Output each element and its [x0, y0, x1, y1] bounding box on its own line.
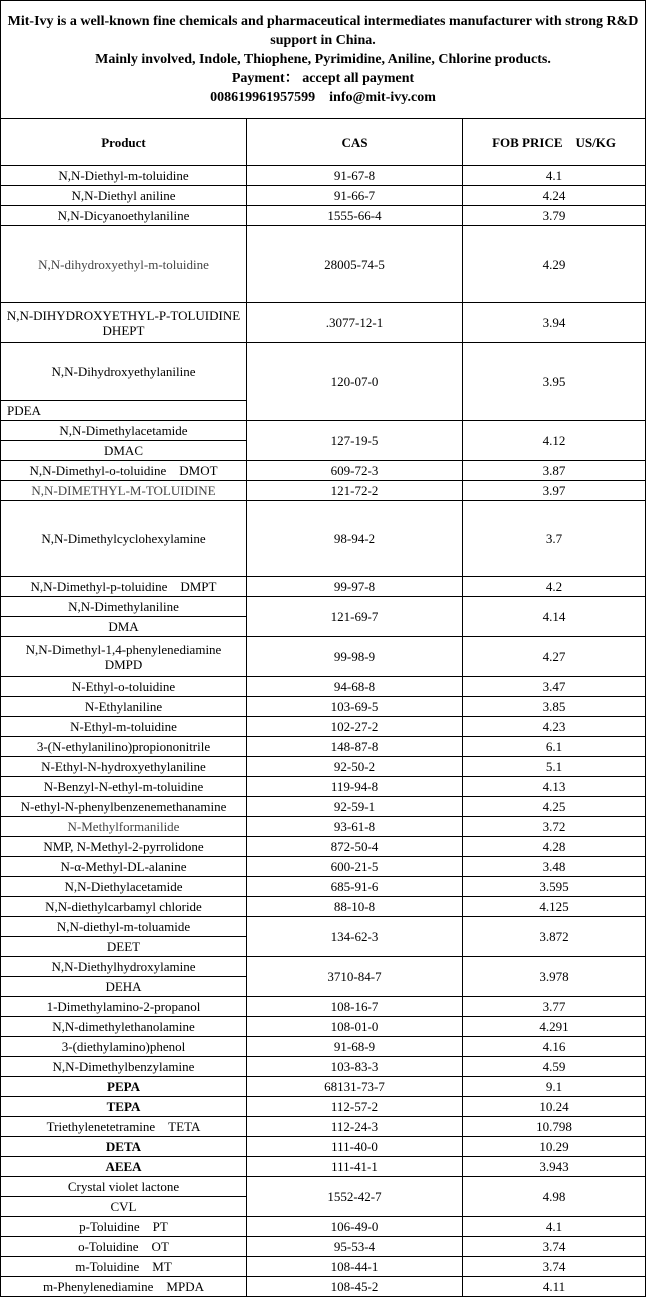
cas-number: 98-94-2 [247, 501, 463, 577]
price: 3.72 [463, 817, 646, 837]
price: 4.12 [463, 421, 646, 461]
price: 4.27 [463, 637, 646, 677]
price: 4.23 [463, 717, 646, 737]
product-name: N-Methylformanilide [1, 817, 247, 837]
cas-number: 872-50-4 [247, 837, 463, 857]
cas-number: 127-19-5 [247, 421, 463, 461]
cas-number: 28005-74-5 [247, 226, 463, 303]
product-name: N,N-Dimethylacetamide [1, 421, 247, 441]
table-row [1, 757, 646, 777]
cas-number: 600-21-5 [247, 857, 463, 877]
table-row [1, 303, 646, 343]
cas-number: 92-50-2 [247, 757, 463, 777]
table-row [1, 677, 646, 697]
contact-info: 008619961957599 info@mit-ivy.com [210, 90, 436, 105]
price: 4.11 [463, 1277, 646, 1297]
cas-number: 95-53-4 [247, 1237, 463, 1257]
table-row [1, 917, 646, 937]
table-row [1, 577, 646, 597]
price: 4.24 [463, 186, 646, 206]
product-abbreviation: PDEA [1, 401, 247, 421]
product-name: N,N-dihydroxyethyl-m-toluidine [1, 226, 247, 303]
product-name: N,N-DIHYDROXYETHYL-P-TOLUIDINE DHEPT [1, 303, 247, 343]
cas-number: 88-10-8 [247, 897, 463, 917]
price: 3.74 [463, 1237, 646, 1257]
product-name: m-Phenylenediamine MPDA [1, 1277, 247, 1297]
table-row [1, 501, 646, 577]
cas-number: 94-68-8 [247, 677, 463, 697]
cas-number: .3077-12-1 [247, 303, 463, 343]
cas-number: 91-67-8 [247, 166, 463, 186]
price: 5.1 [463, 757, 646, 777]
company-description: Mit-Ivy is a well-known fine chemicals and pharmaceutical intermediates manufacturer with strong R&D support in China. [7, 14, 639, 48]
price: 3.7 [463, 501, 646, 577]
product-name: N,N-diethyl-m-toluamide [1, 917, 247, 937]
table-row [1, 421, 646, 441]
price: 3.48 [463, 857, 646, 877]
table-row [1, 461, 646, 481]
product-name: N,N-Diethylacetamide [1, 877, 247, 897]
table-row [1, 1077, 646, 1097]
price: 3.87 [463, 461, 646, 481]
cas-number: 99-98-9 [247, 637, 463, 677]
cas-number: 685-91-6 [247, 877, 463, 897]
table-row [1, 1177, 646, 1197]
product-name: N-α-Methyl-DL-alanine [1, 857, 247, 877]
table-row [1, 166, 646, 186]
price: 3.79 [463, 206, 646, 226]
table-row [1, 697, 646, 717]
product-name: Crystal violet lactone [1, 1177, 247, 1197]
product-name: m-Toluidine MT [1, 1257, 247, 1277]
cas-number: 120-07-0 [247, 343, 463, 421]
table-row [1, 186, 646, 206]
cas-number: 91-68-9 [247, 1037, 463, 1057]
product-abbreviation: DMAC [1, 441, 247, 461]
table-row [1, 1157, 646, 1177]
table-row [1, 1097, 646, 1117]
price: 10.24 [463, 1097, 646, 1117]
column-header-price: FOB PRICE US/KG [463, 119, 646, 166]
price: 3.47 [463, 677, 646, 697]
cas-number: 1552-42-7 [247, 1177, 463, 1217]
table-row [1, 737, 646, 757]
product-name: 3-(diethylamino)phenol [1, 1037, 247, 1057]
price: 4.1 [463, 1217, 646, 1237]
table-row [1, 717, 646, 737]
company-info [1, 1, 646, 119]
table-row [1, 997, 646, 1017]
price: 4.2 [463, 577, 646, 597]
table-row [1, 797, 646, 817]
product-abbreviation: DEHA [1, 977, 247, 997]
table-row [1, 897, 646, 917]
table-row [1, 1137, 646, 1157]
product-name: N,N-Dimethyl-o-toluidine DMOT [1, 461, 247, 481]
price: 4.14 [463, 597, 646, 637]
table-row [1, 777, 646, 797]
payment-terms: Payment： accept all payment [231, 71, 415, 86]
table-row [1, 877, 646, 897]
cas-number: 106-49-0 [247, 1217, 463, 1237]
table-row [1, 1057, 646, 1077]
price: 4.98 [463, 1177, 646, 1217]
cas-number: 108-01-0 [247, 1017, 463, 1037]
table-row [1, 1277, 646, 1297]
cas-number: 112-57-2 [247, 1097, 463, 1117]
cas-number: 112-24-3 [247, 1117, 463, 1137]
price: 4.16 [463, 1037, 646, 1057]
product-abbreviation: DEET [1, 937, 247, 957]
table-row [1, 206, 646, 226]
cas-number: 108-16-7 [247, 997, 463, 1017]
price: 4.25 [463, 797, 646, 817]
product-lines: Mainly involved, Indole, Thiophene, Pyrimidine, Aniline, Chlorine products. [95, 52, 551, 67]
price: 3.978 [463, 957, 646, 997]
cas-number: 119-94-8 [247, 777, 463, 797]
product-name: N,N-Dimethylaniline [1, 597, 247, 617]
product-name: 1-Dimethylamino-2-propanol [1, 997, 247, 1017]
cas-number: 111-41-1 [247, 1157, 463, 1177]
price: 3.97 [463, 481, 646, 501]
price: 3.595 [463, 877, 646, 897]
table-row [1, 837, 646, 857]
cas-number: 93-61-8 [247, 817, 463, 837]
product-name: NMP, N-Methyl-2-pyrrolidone [1, 837, 247, 857]
table-row [1, 1217, 646, 1237]
table-row [1, 1257, 646, 1277]
table-row [1, 226, 646, 303]
price: 9.1 [463, 1077, 646, 1097]
cas-number: 108-44-1 [247, 1257, 463, 1277]
product-name: Triethylenetetramine TETA [1, 1117, 247, 1137]
price: 4.13 [463, 777, 646, 797]
product-name: N-Benzyl-N-ethyl-m-toluidine [1, 777, 247, 797]
cas-number: 1555-66-4 [247, 206, 463, 226]
product-name: N,N-diethylcarbamyl chloride [1, 897, 247, 917]
table-row [1, 637, 646, 677]
cas-number: 91-66-7 [247, 186, 463, 206]
product-name: N,N-Diethylhydroxylamine [1, 957, 247, 977]
cas-number: 121-72-2 [247, 481, 463, 501]
product-name: N-ethyl-N-phenylbenzenemethanamine [1, 797, 247, 817]
table-row [1, 1017, 646, 1037]
product-name-line: N,N-Dimethyl-1,4-phenylenediamine [25, 641, 222, 657]
price: 10.798 [463, 1117, 646, 1137]
table-row [1, 1117, 646, 1137]
table-row [1, 817, 646, 837]
table-row [1, 1037, 646, 1057]
price: 10.29 [463, 1137, 646, 1157]
product-name: TEPA [1, 1097, 247, 1117]
product-name [1, 637, 247, 677]
product-name: PEPA [1, 1077, 247, 1097]
cas-number: 103-83-3 [247, 1057, 463, 1077]
product-name: 3-(N-ethylanilino)propiononitrile [1, 737, 247, 757]
price: 6.1 [463, 737, 646, 757]
product-name: N-Ethyl-o-toluidine [1, 677, 247, 697]
price: 3.77 [463, 997, 646, 1017]
header-row [1, 1, 646, 119]
product-name: p-Toluidine PT [1, 1217, 247, 1237]
table-row [1, 597, 646, 617]
price: 3.74 [463, 1257, 646, 1277]
cas-number: 68131-73-7 [247, 1077, 463, 1097]
product-abbreviation: CVL [1, 1197, 247, 1217]
price: 3.85 [463, 697, 646, 717]
cas-number: 121-69-7 [247, 597, 463, 637]
cas-number: 92-59-1 [247, 797, 463, 817]
product-name: N,N-Diethyl aniline [1, 186, 247, 206]
table-row [1, 1237, 646, 1257]
price: 4.59 [463, 1057, 646, 1077]
table-row [1, 857, 646, 877]
price: 3.872 [463, 917, 646, 957]
price: 4.1 [463, 166, 646, 186]
cas-number: 111-40-0 [247, 1137, 463, 1157]
cas-number: 3710-84-7 [247, 957, 463, 997]
product-name: N,N-Dimethylcyclohexylamine [1, 501, 247, 577]
cas-number: 108-45-2 [247, 1277, 463, 1297]
price: 4.291 [463, 1017, 646, 1037]
column-header-row [1, 119, 646, 166]
price: 3.943 [463, 1157, 646, 1177]
price: 3.94 [463, 303, 646, 343]
product-name: N,N-Dimethyl-p-toluidine DMPT [1, 577, 247, 597]
product-name: N-Ethyl-N-hydroxyethylaniline [1, 757, 247, 777]
table-row [1, 343, 646, 401]
price: 3.95 [463, 343, 646, 421]
table-row [1, 481, 646, 501]
cas-number: 103-69-5 [247, 697, 463, 717]
product-name: N,N-Diethyl-m-toluidine [1, 166, 247, 186]
product-abbreviation: DMPD [104, 656, 143, 672]
column-header-product: Product [1, 119, 247, 166]
product-name: AEEA [1, 1157, 247, 1177]
product-name: o-Toluidine OT [1, 1237, 247, 1257]
product-name: N,N-dimethylethanolamine [1, 1017, 247, 1037]
price: 4.29 [463, 226, 646, 303]
cas-number: 134-62-3 [247, 917, 463, 957]
price: 4.28 [463, 837, 646, 857]
cas-number: 609-72-3 [247, 461, 463, 481]
product-name: N-Ethylaniline [1, 697, 247, 717]
column-header-cas: CAS [247, 119, 463, 166]
cas-number: 99-97-8 [247, 577, 463, 597]
table-row [1, 957, 646, 977]
product-name: DETA [1, 1137, 247, 1157]
cas-number: 102-27-2 [247, 717, 463, 737]
price: 4.125 [463, 897, 646, 917]
product-name: N,N-Dihydroxyethylaniline [1, 343, 247, 401]
product-abbreviation: DMA [1, 617, 247, 637]
cas-number: 148-87-8 [247, 737, 463, 757]
product-name: N,N-Dicyanoethylaniline [1, 206, 247, 226]
product-name: N,N-DIMETHYL-M-TOLUIDINE [1, 481, 247, 501]
product-name: N,N-Dimethylbenzylamine [1, 1057, 247, 1077]
product-name: N-Ethyl-m-toluidine [1, 717, 247, 737]
